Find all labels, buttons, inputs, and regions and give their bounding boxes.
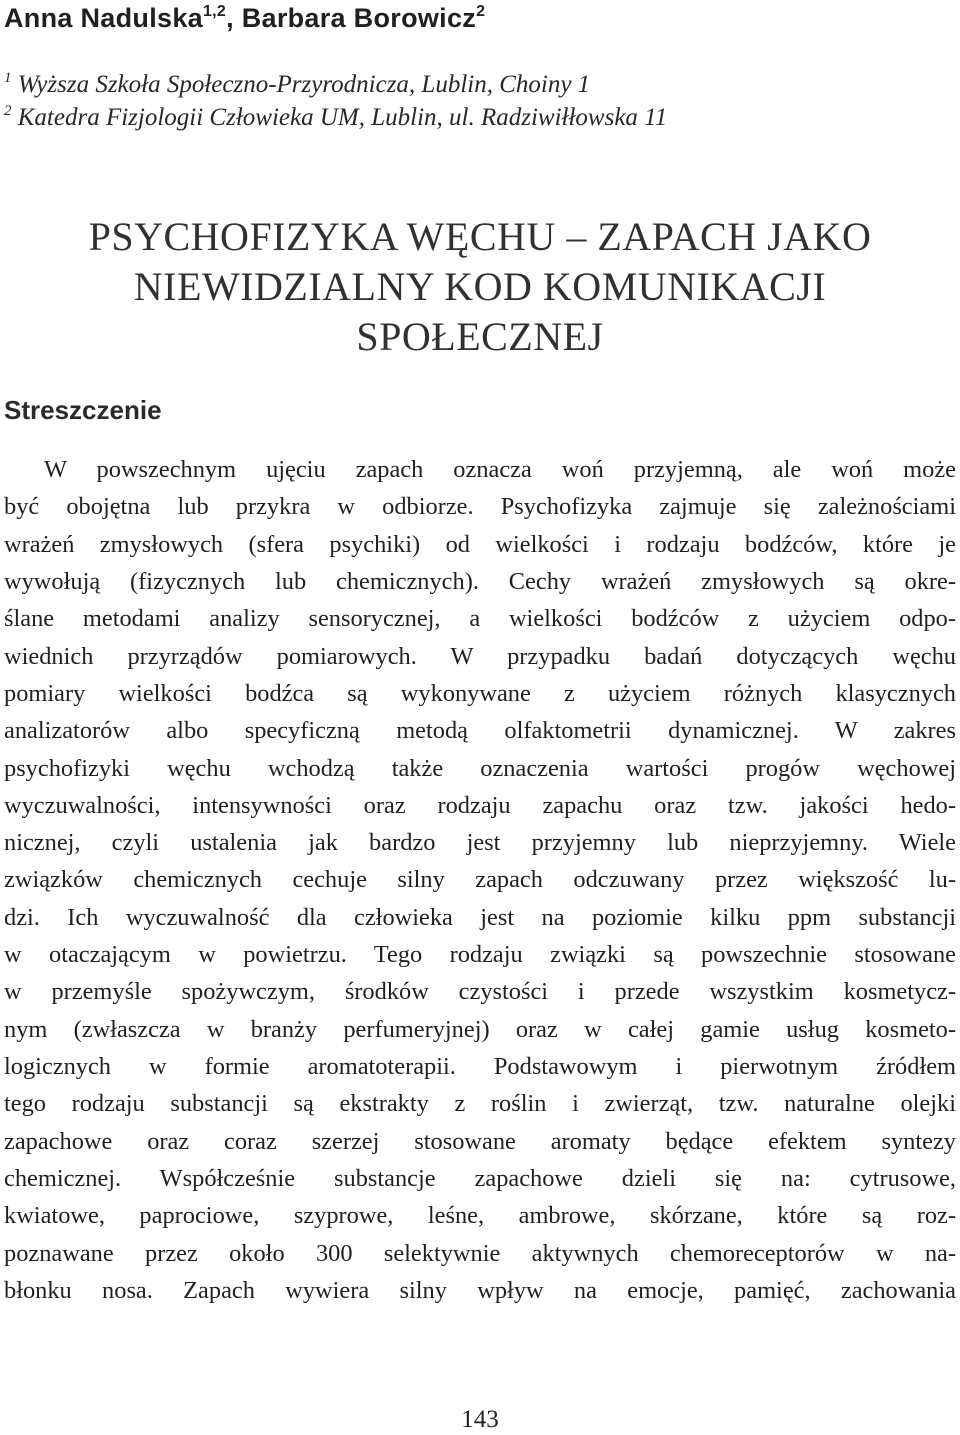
abstract-line: psychofizyki węchu wchodzą także oznaczenia wartości progów węchowej [4, 754, 956, 782]
abstract-line: związków chemicznych cechuje silny zapach odczuwany przez większość lu- [4, 866, 956, 894]
author-name: Anna Nadulska [4, 3, 203, 33]
abstract-line: chemicznej. Współcześnie substancje zapachowe dzieli się na: cytrusowe, [4, 1164, 956, 1192]
abstract-line: w przemyśle spożywczym, środków czystości i przede wszystkim kosmetycz- [4, 978, 956, 1006]
abstract-line: dzi. Ich wyczuwalność dla człowieka jest na poziomie kilku ppm substancji [4, 903, 956, 931]
affiliation-marker: 2 [4, 103, 12, 119]
abstract-line: nicznej, czyli ustalenia jak bardzo jest przyjemny lub nieprzyjemny. Wiele [4, 829, 956, 857]
affiliation-marker: 1 [4, 70, 12, 86]
author-name: Barbara Borowicz [241, 3, 477, 33]
page-number: 143 [461, 1406, 499, 1433]
abstract-line: W powszechnym ujęciu zapach oznacza woń przyjemną, ale woń może [44, 456, 956, 483]
affiliation-1 [4, 70, 590, 100]
abstract-line: tego rodzaju substancji są ekstrakty z roślin i zwierząt, tzw. naturalne olejki [4, 1090, 956, 1118]
abstract-line: być obojętna lub przykra w odbiorze. Psychofizyka zajmuje się zależnościami [4, 493, 956, 521]
abstract-line: wyczuwalności, intensywności oraz rodzaju zapachu oraz tzw. jakości hedo- [4, 791, 956, 819]
author-line [4, 2, 485, 34]
abstract-line: analizatorów albo specyficzną metodą olfaktometrii dynamicznej. W zakres [4, 717, 956, 745]
title-line: SPOŁECZNEJ [356, 314, 604, 359]
abstract-line: logicznych w formie aromatoterapii. Podstawowym i pierwotnym źródłem [4, 1053, 956, 1080]
abstract-line: nym (zwłaszcza w branży perfumeryjnej) oraz w całej gamie usług kosmeto- [4, 1015, 956, 1043]
abstract-line: ślane metodami analizy sensorycznej, a wielkości bodźców z użyciem odpo- [4, 605, 956, 633]
abstract-body [4, 451, 956, 1309]
abstract-line: wywołują (fizycznych lub chemicznych). Cechy wrażeń zmysłowych są okre- [4, 567, 956, 595]
title-line: PSYCHOFIZYKA WĘCHU – ZAPACH JAKO [88, 214, 872, 259]
title-line: NIEWIDZIALNY KOD KOMUNIKACJI [133, 264, 827, 309]
affiliation-text: Wyższa Szkoła Społeczno-Przyrodnicza, Lublin, Choiny 1 [11, 71, 591, 98]
abstract-line: w otaczającym w powietrzu. Tego rodzaju związki są powszechnie stosowane [4, 941, 956, 969]
author-affiliation-marker: 1,2 [202, 3, 227, 20]
abstract-heading: Streszczenie [4, 395, 162, 425]
abstract-line: zapachowe oraz coraz szerzej stosowane aromaty będące efektem syntezy [4, 1127, 956, 1155]
abstract-line: wrażeń zmysłowych (sfera psychiki) od wielkości i rodzaju bodźców, które je [4, 530, 956, 558]
abstract-line: wiednich przyrządów pomiarowych. W przypadku badań dotyczących węchu [4, 642, 956, 670]
abstract-line: poznawane przez około 300 selektywnie aktywnych chemoreceptorów w na- [4, 1239, 956, 1267]
affiliation-text: Katedra Fizjologii Człowieka UM, Lublin, ul. Radziwiłłowska 11 [11, 104, 668, 131]
author-separator: , [226, 3, 242, 33]
affiliation-2 [4, 103, 667, 133]
abstract-line: błonku nosa. Zapach wywiera silny wpływ na emocje, pamięć, zachowania [4, 1276, 956, 1304]
paper-title [0, 212, 960, 362]
abstract-line: pomiary wielkości bodźca są wykonywane z użyciem różnych klasycznych [4, 679, 956, 707]
abstract-line: kwiatowe, paprociowe, szyprowe, leśne, ambrowe, skórzane, które są roz- [4, 1202, 956, 1230]
author-affiliation-marker: 2 [476, 3, 486, 20]
